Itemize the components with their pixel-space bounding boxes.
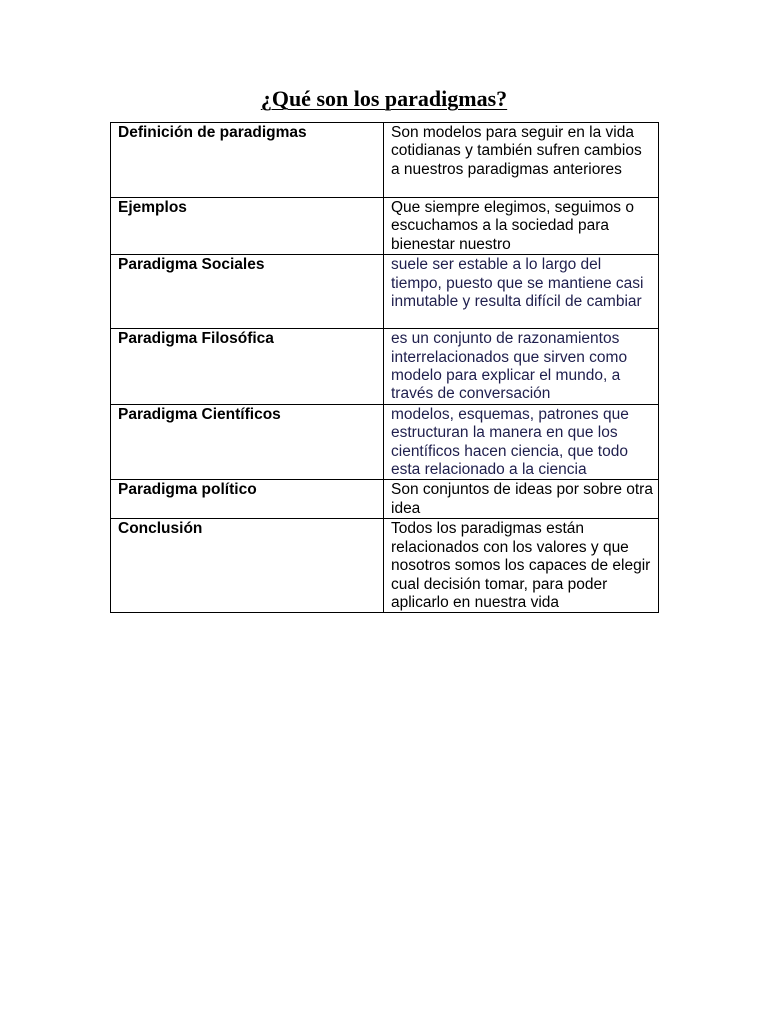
row-description: Todos los paradigmas están relacionados con los valores y que nosotros somos los capaces de elegir cual decisión tomar, para poder aplicarlo en nuestra vida [384, 519, 659, 613]
table-row [111, 329, 659, 405]
row-description: Que siempre elegimos, seguimos o escuchamos a la sociedad para bienestar nuestro [384, 198, 659, 255]
table-row [111, 519, 659, 613]
paradigms-table [110, 122, 659, 613]
row-term: Definición de paradigmas [111, 123, 384, 198]
row-term: Paradigma Sociales [111, 255, 384, 329]
table-row [111, 255, 659, 329]
row-term: Paradigma Filosófica [111, 329, 384, 405]
table-row [111, 123, 659, 198]
row-term: Paradigma Científicos [111, 404, 384, 480]
row-description: Son conjuntos de ideas por sobre otra idea [384, 480, 659, 519]
row-term: Paradigma político [111, 480, 384, 519]
table-row [111, 480, 659, 519]
row-description: modelos, esquemas, patrones que estructuran la manera en que los científicos hacen ciencia, que todo esta relacionado a la ciencia [384, 404, 659, 480]
page-title: ¿Qué son los paradigmas? [260, 86, 508, 111]
table-row [111, 404, 659, 480]
row-term: Ejemplos [111, 198, 384, 255]
row-description: es un conjunto de razonamientos interrelacionados que sirven como modelo para explicar el mundo, a través de conversación [384, 329, 659, 405]
row-description: suele ser estable a lo largo del tiempo, puesto que se mantiene casi inmutable y resulta difícil de cambiar [384, 255, 659, 329]
row-description: Son modelos para seguir en la vida cotidianas y también sufren cambios a nuestros paradigmas anteriores [384, 123, 659, 198]
row-term: Conclusión [111, 519, 384, 613]
table-row [111, 198, 659, 255]
